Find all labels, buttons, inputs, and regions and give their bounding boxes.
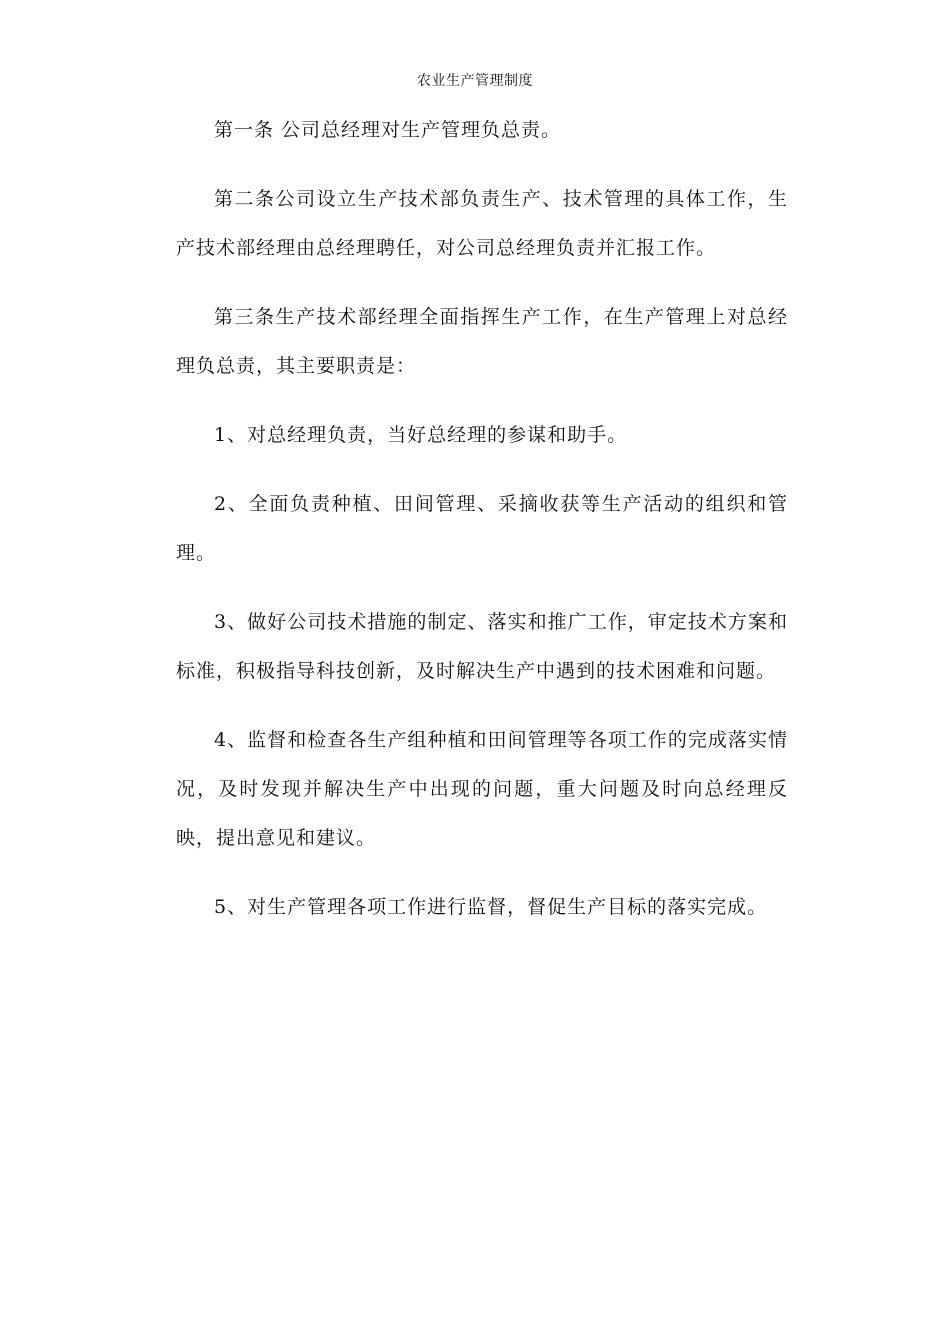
duty-item-2: 2、全面负责种植、田间管理、采摘收获等生产活动的组织和管理。 [176,493,788,564]
article-2: 第二条公司设立生产技术部负责生产、技术管理的具体工作，生产技术部经理由总经理聘任，对公司总经理负责并汇报工作。 [176,188,788,259]
duty-item-4: 4、监督和检查各生产组种植和田间管理等各项工作的完成落实情况，及时发现并解决生产中出现的问题，重大问题及时向总经理反映，提出意见和建议。 [176,729,788,849]
duty-item-5: 5、对生产管理各项工作进行监督，督促生产目标的落实完成。 [214,896,768,918]
duty-item-3: 3、做好公司技术措施的制定、落实和推广工作，审定技术方案和标准，积极指导科技创新，及时解决生产中遇到的技术困难和问题。 [176,611,788,682]
article-1: 第一条 公司总经理对生产管理负总责。 [214,119,562,141]
page-header-title: 农业生产管理制度 [417,73,533,89]
duty-item-1: 1、对总经理负责，当好总经理的参谋和助手。 [214,424,628,446]
article-3: 第三条生产技术部经理全面指挥生产工作，在生产管理上对总经理负总责，其主要职责是： [176,306,788,377]
document-body [176,106,788,952]
